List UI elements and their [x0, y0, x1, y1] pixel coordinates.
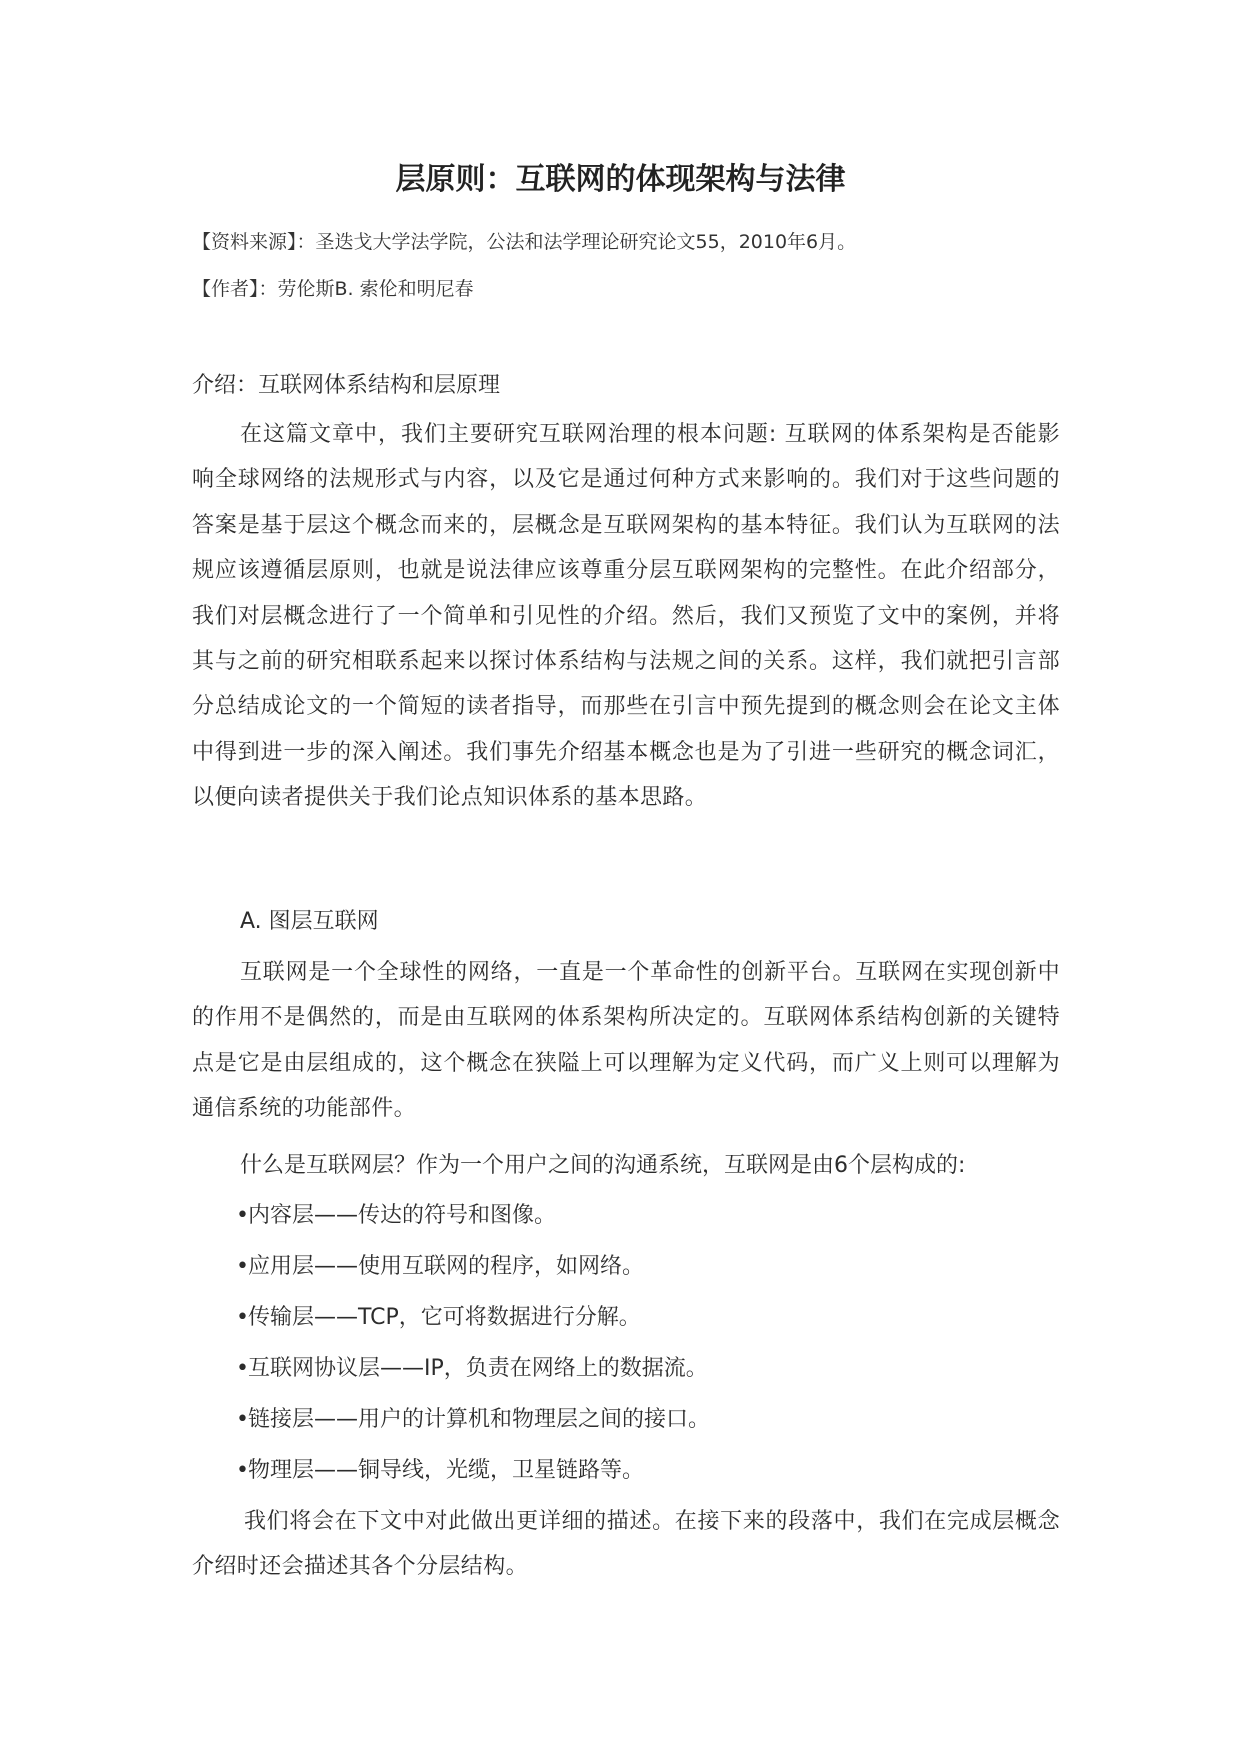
list-item [236, 1302, 710, 1353]
list-item [236, 1404, 710, 1455]
source-label: 【资料来源】 [192, 231, 297, 253]
layer-list [236, 1200, 710, 1506]
paragraph-4: 我们将会在下文中对此做出更详细的描述。在接下来的段落中，我们在完成层概念介绍时还会描述其各个分层结构。 [192, 1509, 1060, 1580]
layer-item-link: 链接层——用户的计算机和物理层之间的接口。 [248, 1407, 711, 1432]
paragraph-2-block [192, 950, 1060, 1132]
bullet: • [236, 1254, 249, 1279]
author-text: ：劳伦斯B. 索伦和明尼春 [258, 278, 474, 300]
list-item [236, 1200, 710, 1251]
source-line [192, 228, 856, 256]
paragraph-4-block [192, 1499, 1060, 1590]
layer-item-application: 应用层——使用互联网的程序，如网络。 [248, 1254, 645, 1279]
bullet: • [236, 1356, 249, 1381]
intro-heading: 介绍：互联网体系结构和层原理 [192, 373, 501, 398]
paragraph-3: 什么是互联网层？作为一个用户之间的沟通系统，互联网是由6个层构成的: [240, 1153, 966, 1178]
source-text: ：圣迭戈大学法学院，公法和法学理论研究论文55，2010年6月。 [296, 231, 857, 253]
document-title: 层原则：互联网的体现架构与法律 [395, 162, 846, 197]
bullet: • [236, 1458, 249, 1483]
paragraph-1-block [192, 412, 1060, 821]
paragraph-1: 在这篇文章中，我们主要研究互联网治理的根本问题: 互联网的体系架构是否能影响全球网络的法规形式与内容，以及它是通过何种方式来影响的。我们对于这些问题的答案是基于层这个概念而来的，层概念是互联网架构的基本特征。我们认为互联网的法规应该遵循层原则，也就是说法律应该尊重分层互联网架构的完整性。在此介绍部分，我们对层概念进行了一个简单和引见性的介绍。然后，我们又预览了文中的案例，并将其与之前的研究相联系起来以探讨体系结构与法规之间的关系。这样，我们就把引言部分总结成论文的一个简短的读者指导，而那些在引言中预先提到的概念则会在论文主体中得到进一步的深入阐述。我们事先介绍基本概念也是为了引进一些研究的概念词汇，以便向读者提供关于我们论点知识体系的基本思路。 [192, 422, 1060, 811]
list-item [236, 1251, 710, 1302]
section-a-heading: A. 图层互联网 [240, 909, 379, 934]
author-line [192, 275, 474, 303]
bullet: • [236, 1203, 249, 1228]
bullet: • [236, 1305, 249, 1330]
layer-item-internet-protocol: 互联网协议层——IP，负责在网络上的数据流。 [248, 1356, 708, 1381]
bullet: • [236, 1407, 249, 1432]
layer-item-physical: 物理层——铜导线，光缆，卫星链路等。 [248, 1458, 645, 1483]
layer-item-transport: 传输层——TCP，它可将数据进行分解。 [248, 1305, 641, 1330]
author-label: 【作者】 [192, 278, 259, 300]
layer-item-content: 内容层——传达的符号和图像。 [248, 1203, 557, 1228]
list-item [236, 1353, 710, 1404]
paragraph-2: 互联网是一个全球性的网络，一直是一个革命性的创新平台。互联网在实现创新中的作用不是偶然的，而是由互联网的体系架构所决定的。互联网体系结构创新的关键特点是它是由层组成的，这个概念在狭隘上可以理解为定义代码，而广义上则可以理解为通信系统的功能部件。 [192, 960, 1060, 1122]
